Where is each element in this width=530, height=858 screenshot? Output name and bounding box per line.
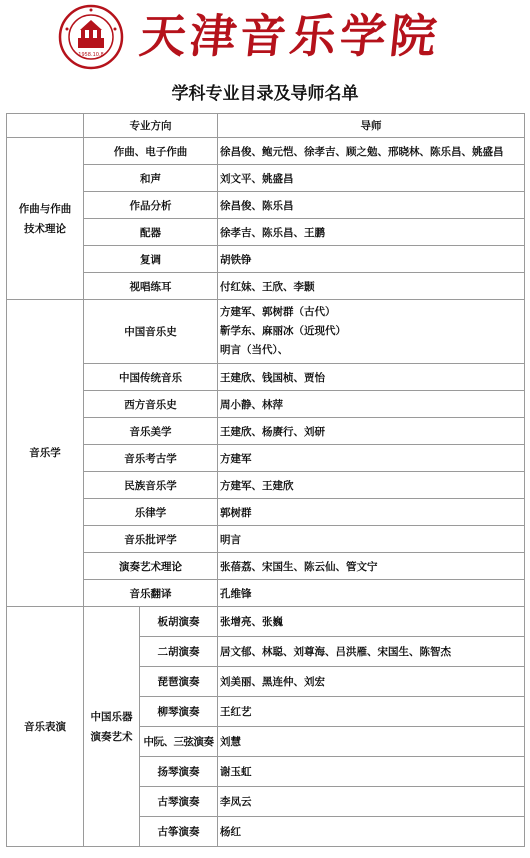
tutor-cell: 刘慧 [218,727,525,757]
major-cell: 音乐考古学 [84,445,218,472]
tutor-cell: 杨红 [218,817,525,847]
tutor-cell: 王红艺 [218,697,525,727]
table-row [7,138,525,165]
table-row [7,580,525,607]
column-header-major: 专业方向 [84,114,218,138]
major-cell: 琵琶演奏 [140,667,218,697]
tutor-cell: 胡铁铮 [218,246,525,273]
major-cell: 复调 [84,246,218,273]
table-row [7,391,525,418]
subgroup-cell-chinese-instruments: 中国乐器 演奏艺术 [84,607,140,847]
tutor-cell: 王建欣、杨赓行、刘研 [218,418,525,445]
tutor-cell: 徐孝吉、陈乐昌、王鹏 [218,219,525,246]
major-cell: 配器 [84,219,218,246]
table-row [7,445,525,472]
group-cell-performance: 音乐表演 [7,607,84,847]
table-row [7,526,525,553]
tutor-cell: 张增亮、张巍 [218,607,525,637]
header-empty-cell [7,114,84,138]
major-cell: 音乐美学 [84,418,218,445]
major-cell: 古筝演奏 [140,817,218,847]
major-cell: 古琴演奏 [140,787,218,817]
major-cell: 民族音乐学 [84,472,218,499]
major-cell: 中阮、三弦演奏 [140,727,218,757]
table-row [7,192,525,219]
tutor-cell: 谢玉虹 [218,757,525,787]
major-cell: 演奏艺术理论 [84,553,218,580]
major-cell: 扬琴演奏 [140,757,218,787]
tutor-cell: 刘文平、姚盛昌 [218,165,525,192]
table-row [7,499,525,526]
tutor-cell: 明言 [218,526,525,553]
major-cell: 视唱练耳 [84,273,218,300]
major-cell: 音乐批评学 [84,526,218,553]
tutor-cell: 李凤云 [218,787,525,817]
column-header-tutor: 导师 [218,114,525,138]
table-header-row [7,114,525,138]
tutor-cell: 方建军、王建欣 [218,472,525,499]
table-row [7,246,525,273]
major-cell: 中国传统音乐 [84,364,218,391]
group-cell-musicology: 音乐学 [7,300,84,607]
tutor-cell: 徐昌俊、鲍元恺、徐孝吉、顾之勉、邢晓林、陈乐昌、姚盛昌 [218,138,525,165]
tutor-cell: 张蓓荔、宋国生、陈云仙、管文宁 [218,553,525,580]
tutor-cell: 孔维锋 [218,580,525,607]
group-cell-composition: 作曲与作曲 技术理论 [7,138,84,300]
table-row [7,165,525,192]
tutor-cell: 方建军、郭树群（古代） 靳学东、麻丽冰（近现代） 明言（当代）、 [218,300,525,364]
major-cell: 和声 [84,165,218,192]
table-row [7,418,525,445]
major-cell: 作品分析 [84,192,218,219]
table-row [7,607,525,637]
table-row [7,273,525,300]
school-name-calligraphy: 天津音乐学院 [137,9,443,63]
major-cell: 中国音乐史 [84,300,218,364]
page-header [0,0,530,80]
table-row [7,553,525,580]
table-row [7,364,525,391]
major-cell: 西方音乐史 [84,391,218,418]
tutor-cell: 周小静、林萍 [218,391,525,418]
tutor-cell: 刘美丽、黑连仲、刘宏 [218,667,525,697]
major-cell: 柳琴演奏 [140,697,218,727]
tutor-cell: 徐昌俊、陈乐昌 [218,192,525,219]
major-cell: 乐律学 [84,499,218,526]
table-row [7,219,525,246]
tutor-cell: 方建军 [218,445,525,472]
tutor-table [6,113,525,847]
tutor-cell: 郭树群 [218,499,525,526]
table-row [7,472,525,499]
school-seal-logo [58,4,124,70]
major-cell: 二胡演奏 [140,637,218,667]
tutor-cell: 王建欣、钱国桢、贾怡 [218,364,525,391]
seal-year: 1958.10.8 [78,52,104,58]
document-title: 学科专业目录及导师名单 [171,84,359,104]
major-cell: 音乐翻译 [84,580,218,607]
tutor-cell: 付红妹、王欣、李颢 [218,273,525,300]
major-cell: 作曲、电子作曲 [84,138,218,165]
major-cell: 板胡演奏 [140,607,218,637]
tutor-cell: 居文郁、林聪、刘尊海、吕洪雁、宋国生、陈智杰 [218,637,525,667]
table-row [7,300,525,364]
